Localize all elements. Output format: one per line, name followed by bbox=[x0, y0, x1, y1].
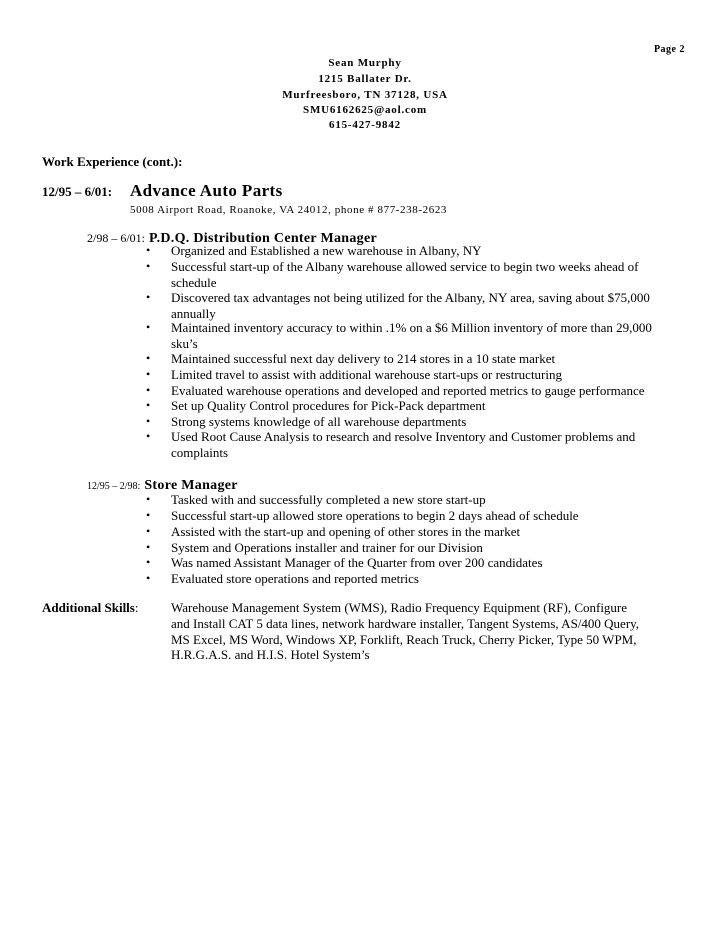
bullet-icon: • bbox=[146, 540, 151, 554]
bullet-icon: • bbox=[146, 383, 151, 397]
skills-text: Warehouse Management System (WMS), Radio Frequency Equipment (RF), Configure and Install CAT 5 data lines, network hardware installer, Tangent Systems, AS/400 Query, MS Excel, MS Word, Windows XP, Forklift, Reach Truck, Cherry Picker, Type 50 WPM, H.R.G.A.S. and H.I.S. Hotel System’s bbox=[171, 600, 640, 663]
bullet-icon: • bbox=[146, 259, 151, 273]
list-item-text: Was named Assistant Manager of the Quarter from over 200 candidates bbox=[171, 555, 543, 570]
bullet-icon: • bbox=[146, 290, 151, 304]
company-dates: 12/95 – 6/01: bbox=[42, 184, 113, 199]
bullet-icon: • bbox=[146, 571, 151, 585]
list-item-text: Discovered tax advantages not being utilized for the Albany, NY area, saving about $75,000 annually bbox=[171, 290, 650, 321]
company-name: Advance Auto Parts bbox=[130, 181, 283, 200]
list-item-text: Set up Quality Control procedures for Pick-Pack department bbox=[171, 398, 486, 413]
bullet-icon: • bbox=[146, 351, 151, 365]
role-title: P.D.Q. Distribution Center Manager bbox=[149, 231, 377, 246]
bullet-icon: • bbox=[146, 429, 151, 443]
page-number: Page 2 bbox=[653, 44, 685, 55]
list-item-text: Assisted with the start-up and opening of other stores in the market bbox=[171, 524, 521, 539]
list-item-text: Maintained successful next day delivery to 214 stores in a 10 state market bbox=[171, 351, 556, 366]
bullet-icon: • bbox=[146, 243, 151, 257]
bullet-icon: • bbox=[146, 398, 151, 412]
company-address: 5008 Airport Road, Roanoke, VA 24012, phone # 877-238-2623 bbox=[130, 204, 448, 216]
list-item-text: Tasked with and successfully completed a new store start-up bbox=[171, 492, 486, 507]
role-dates: 2/98 – 6/01: bbox=[87, 231, 146, 245]
list-item-text: Evaluated warehouse operations and developed and reported metrics to gauge performance bbox=[171, 383, 645, 398]
list-item-text: Strong systems knowledge of all warehouse departments bbox=[171, 414, 467, 429]
bullet-icon: • bbox=[146, 508, 151, 522]
list-item-text: Evaluated store operations and reported metrics bbox=[171, 571, 419, 586]
list-item-text: System and Operations installer and trainer for our Division bbox=[171, 540, 483, 555]
contact-street: 1215 Ballater Dr. bbox=[318, 73, 412, 85]
list-item-text: Organized and Established a new warehouse in Albany, NY bbox=[171, 243, 482, 258]
bullet-icon: • bbox=[146, 414, 151, 428]
section-title: Work Experience (cont.): bbox=[42, 154, 183, 169]
skills-heading bbox=[42, 600, 138, 616]
bullet-icon: • bbox=[146, 320, 151, 334]
contact-name: Sean Murphy bbox=[328, 57, 402, 69]
list-item-text: Used Root Cause Analysis to research and resolve Inventory and Customer problems and complaints bbox=[171, 429, 636, 460]
skills-colon: : bbox=[134, 600, 139, 615]
bullet-icon: • bbox=[146, 524, 151, 538]
bullet-icon: • bbox=[146, 555, 151, 569]
skills-label: Additional Skills bbox=[42, 600, 135, 615]
contact-city: Murfreesboro, TN 37128, USA bbox=[282, 89, 448, 101]
list-item-text: Successful start-up of the Albany warehouse allowed service to begin two weeks ahead of schedule bbox=[171, 259, 639, 290]
list-item-text: Successful start-up allowed store operations to begin 2 days ahead of schedule bbox=[171, 508, 579, 523]
contact-email: SMU6162625@aol.com bbox=[303, 104, 427, 116]
list-item-text: Maintained inventory accuracy to within .1% on a $6 Million inventory of more than 29,000 sku’s bbox=[171, 320, 652, 351]
role-dates: 12/95 – 2/98: bbox=[87, 481, 141, 492]
list-item-text: Limited travel to assist with additional warehouse start-ups or restructuring bbox=[171, 367, 562, 382]
bullet-icon: • bbox=[146, 492, 151, 506]
role-title: Store Manager bbox=[144, 478, 238, 493]
bullet-icon: • bbox=[146, 367, 151, 381]
contact-phone: 615-427-9842 bbox=[329, 119, 401, 131]
